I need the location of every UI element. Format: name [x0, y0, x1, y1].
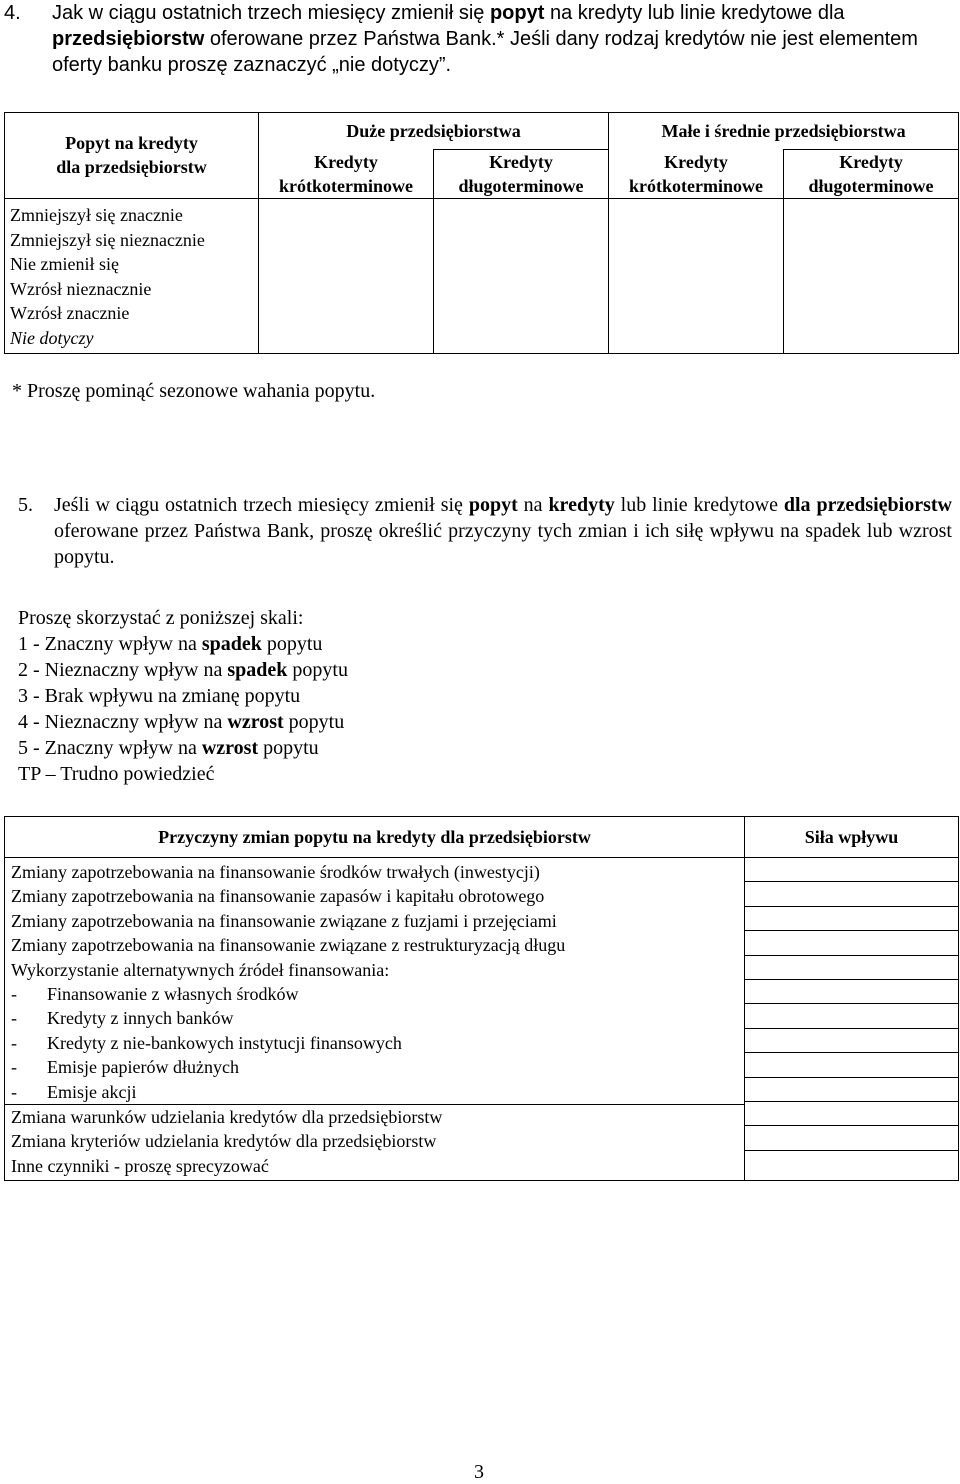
scale-text-bold: wzrost [227, 711, 284, 733]
reason-alt-own-funds [11, 982, 742, 1006]
answer-cell-large-short[interactable] [259, 199, 434, 354]
dash: - [11, 1081, 17, 1102]
col-header-line: długoterminowe [458, 176, 584, 196]
col-header-line: długoterminowe [808, 176, 934, 196]
scale-item-2 [18, 657, 348, 683]
reason-alt-other-banks [11, 1006, 742, 1030]
alt-item-label: Emisje papierów dłużnych [47, 1057, 239, 1078]
q5-part-bold: kredyty [548, 494, 615, 516]
demand-title-line2: dla przedsiębiorstw [56, 157, 207, 177]
demand-options [5, 199, 259, 354]
reason-fixed-assets: Zmiany zapotrzebowania na finansowanie środków trwałych (inwestycji) [11, 862, 540, 882]
scale-text-bold: wzrost [201, 737, 259, 759]
option-not-applicable: Nie dotyczy [10, 327, 94, 348]
col-header-line: Kredyty [839, 152, 903, 172]
scale-item-3 [18, 683, 348, 709]
question-5-text [54, 492, 952, 570]
reasons-list [5, 858, 745, 1181]
scale-text-bold: spadek [201, 633, 262, 655]
scale-intro: Proszę skorzystać z poniższej skali: [18, 607, 304, 629]
q4-part-bold: popyt [489, 2, 545, 24]
reason-debt-restructuring: Zmiany zapotrzebowania na finansowanie związane z restrukturyzacją długu [11, 935, 566, 956]
dash: - [11, 1057, 17, 1078]
scale-text-bold: spadek [227, 659, 288, 681]
scale-text: 5 - Znaczny wpływ na [18, 737, 202, 759]
dash: - [11, 1008, 17, 1029]
reason-lending-criteria: Zmiana kryteriów udzielania kredytów dla przedsiębiorstw [11, 1131, 437, 1152]
alt-item-label: Emisje akcji [47, 1081, 137, 1102]
scale-text: popytu [258, 737, 319, 759]
reason-inventories: Zmiany zapotrzebowania na finansowanie zapasów i kapitału obrotowego [11, 886, 545, 907]
option-unchanged: Nie zmienił się [10, 254, 119, 275]
scale-item-4 [18, 709, 348, 735]
reason-lending-terms: Zmiana warunków udzielania kredytów dla przedsiębiorstw [5, 1104, 744, 1129]
dash: - [11, 1032, 17, 1053]
demand-table-title [5, 113, 259, 199]
col-large-long-term [434, 150, 609, 199]
q5-part: oferowane przez Państwa Bank, proszę określić przyczyny tych zmian i ich siłę wpływu na spadek lub wzrost popytu. [54, 520, 952, 568]
reason-alt-debt-securities [11, 1055, 742, 1079]
col-header-line: krótkoterminowe [279, 175, 413, 196]
scale-text: 2 - Nieznaczny wpływ na [18, 659, 228, 681]
strength-input-own-funds[interactable] [745, 980, 958, 1004]
demand-table [4, 112, 959, 354]
dash: - [11, 984, 17, 1005]
option-increased-slightly: Wzrósł nieznacznie [10, 278, 152, 299]
q5-part-bold: popyt [468, 494, 518, 516]
page-number: 3 [474, 1461, 484, 1483]
col-header-line: krótkoterminowe [629, 175, 763, 196]
alt-item-label: Kredyty z innych banków [47, 1008, 234, 1029]
reason-alt-shares [11, 1080, 742, 1104]
scale-item-tp [18, 761, 348, 787]
reasons-header: Przyczyny zmian popytu na kredyty dla przedsiębiorstw [5, 817, 745, 858]
strength-input-lending-terms[interactable] [745, 1102, 958, 1126]
strength-header: Siła wpływu [745, 817, 959, 858]
strength-input-debt-securities[interactable] [745, 1053, 958, 1077]
strength-spacer-alt-title [745, 956, 958, 980]
q4-part-bold: przedsiębiorstw [52, 28, 205, 50]
q5-part: lub linie kredytowe [614, 494, 784, 516]
demand-title-line1: Popyt na kredyty [65, 133, 198, 153]
strength-input-inventories[interactable] [745, 882, 958, 906]
reason-other-factors: Inne czynniki - proszę sprecyzować [11, 1155, 269, 1176]
answer-cell-sme-short[interactable] [609, 199, 784, 354]
strength-column [745, 858, 959, 1181]
col-large-short-term [259, 150, 434, 199]
strength-input-nonbank[interactable] [745, 1029, 958, 1053]
rating-scale [18, 605, 348, 787]
reason-alt-sources-title: Wykorzystanie alternatywnych źródeł finansowania: [11, 959, 390, 980]
answer-cell-large-long[interactable] [434, 199, 609, 354]
option-decreased-slightly: Zmniejszył się nieznacznie [10, 229, 205, 250]
q5-part: Jeśli w ciągu ostatnich trzech miesięcy zmienił się [54, 494, 469, 516]
group-sme: Małe i średnie przedsiębiorstwa [609, 113, 959, 150]
scale-text: 1 - Znaczny wpływ na [18, 633, 202, 655]
strength-input-shares[interactable] [745, 1078, 958, 1102]
option-decreased-significantly: Zmniejszył się znacznie [10, 205, 183, 225]
scale-text: popytu [261, 633, 323, 655]
seasonal-note: * Proszę pominąć sezonowe wahania popytu. [12, 380, 376, 402]
scale-item-1 [18, 631, 348, 657]
scale-text: 3 - Brak wpływu na zmianę popytu [18, 685, 301, 707]
strength-input-other[interactable] [745, 1151, 958, 1175]
col-header-line: Kredyty [664, 151, 728, 172]
reasons-table [4, 816, 959, 1181]
strength-input-lending-criteria[interactable] [745, 1126, 958, 1150]
reason-alt-nonbank [11, 1031, 742, 1055]
scale-text: popytu [287, 659, 348, 681]
group-large-enterprises: Duże przedsiębiorstwa [259, 113, 609, 150]
col-sme-long-term [784, 150, 959, 199]
strength-input-debt-restructuring[interactable] [745, 931, 958, 955]
option-increased-significantly: Wzrósł znacznie [10, 303, 130, 324]
question-4-text [52, 0, 956, 78]
q4-part: na kredyty lub linie kredytowe dla [544, 2, 845, 24]
scale-text: popytu [283, 711, 345, 733]
col-header-line: Kredyty [489, 152, 553, 172]
q5-part: na [517, 494, 549, 516]
question-4-number: 4. [4, 2, 21, 24]
col-sme-short-term [609, 150, 784, 199]
q4-part: Jak w ciągu ostatnich trzech miesięcy zmienił się [52, 2, 490, 24]
alt-item-label: Kredyty z nie-bankowych instytucji finansowych [47, 1032, 402, 1053]
alt-item-label: Finansowanie z własnych środków [47, 984, 299, 1005]
scale-item-5 [18, 735, 348, 761]
scale-text: TP – Trudno powiedzieć [18, 763, 215, 785]
q4-part: oferowane przez Państwa Bank.* Jeśli dany rodzaj kredytów nie jest elementem oferty banku proszę zaznaczyć „nie dotyczy”. [52, 28, 918, 76]
q5-part-bold: dla przedsiębiorstw [783, 494, 952, 516]
col-header-line: Kredyty [314, 151, 378, 172]
scale-text: 4 - Nieznaczny wpływ na [18, 711, 228, 733]
answer-cell-sme-long[interactable] [784, 199, 959, 354]
strength-input-fixed-assets[interactable] [745, 858, 958, 882]
strength-input-other-banks[interactable] [745, 1004, 958, 1028]
strength-input-mergers[interactable] [745, 907, 958, 931]
reason-mergers: Zmiany zapotrzebowania na finansowanie związane z fuzjami i przejęciami [11, 910, 557, 931]
question-5-number: 5. [18, 494, 33, 516]
